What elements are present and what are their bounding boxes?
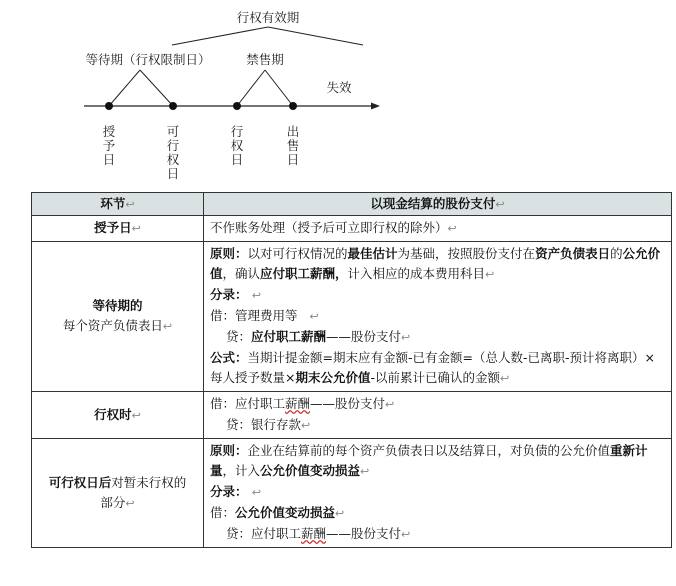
lockup-bracket-left <box>237 70 265 106</box>
sale-date-label: 出售日 <box>286 124 300 167</box>
waiting-bracket-left <box>109 70 140 106</box>
after-credit: 贷：应付职工薪酬——股份支付↩ <box>226 526 411 541</box>
waiting-principle: 原则：以对可行权情况的最佳估计为基础，按照股份支付在资产负债表日的公允价值，确认应付职工薪酬，计入相应的成本费用科目↩ <box>210 246 661 281</box>
table-header-row <box>32 193 672 216</box>
waiting-entry-label: 分录： ↩ <box>210 287 262 302</box>
after-principle: 原则：企业在结算前的每个资产负债表日以及结算日，对负债的公允价值重新计量，计入公允价值变动损益↩ <box>210 443 648 478</box>
header-col1: 环节↩ <box>32 193 204 216</box>
grant-date-label: 授予日↩ <box>32 216 204 242</box>
waiting-period-label: 等待期（行权限制日） <box>85 52 211 67</box>
after-entry-label: 分录： ↩ <box>210 484 262 499</box>
waiting-debit: 借：管理费用等 ↩ <box>210 308 319 323</box>
waiting-period-cell: 等待期的 每个资产负债表日↩ <box>32 242 204 392</box>
row-after-vesting <box>32 439 672 548</box>
row-exercise <box>32 392 672 439</box>
waiting-period-content <box>204 242 672 392</box>
point-exercise-date <box>233 102 241 110</box>
after-vesting-cell: 可行权日后对暂未行权的 部分↩ <box>32 439 204 548</box>
expired-label: 失效 <box>326 80 352 95</box>
lockup-period-label: 禁售期 <box>246 52 284 67</box>
row-waiting-period <box>32 242 672 392</box>
waiting-credit: 贷：应付职工薪酬——股份支付↩ <box>226 329 411 344</box>
point-labels <box>103 124 300 181</box>
point-grant-date <box>105 102 113 110</box>
point-sale-date <box>289 102 297 110</box>
row-grant-date <box>32 216 672 242</box>
waiting-bracket-right <box>140 70 173 106</box>
waiting-formula: 公式：当期计提金额=期末应有金额-已有金额=（总人数-已离职-预计将离职）×每人授予数量×期末公允价值-以前累计已确认的金额↩ <box>210 350 655 385</box>
exercise-date-label: 行权日 <box>230 124 244 167</box>
point-vesting-date <box>169 102 177 110</box>
exercise-content <box>204 392 672 439</box>
after-vesting-content <box>204 439 672 548</box>
exercise-debit: 借：应付职工薪酬——股份支付↩ <box>210 396 395 411</box>
vesting-date-label: 可行权日 <box>166 124 180 181</box>
validity-bracket-left <box>172 27 268 45</box>
timeline-arrow <box>371 103 380 110</box>
cash-settled-share-payment-table <box>31 192 672 548</box>
validity-bracket-right <box>268 27 363 45</box>
grant-date-text: 不作账务处理（授予后可立即行权的除外）↩ <box>204 216 672 242</box>
grant-date-label: 授予日 <box>102 124 116 167</box>
header-col2: 以现金结算的股份支付↩ <box>204 193 672 216</box>
lockup-bracket-right <box>265 70 293 106</box>
exercise-credit: 贷：银行存款↩ <box>226 417 311 432</box>
after-debit: 借：公允价值变动损益↩ <box>210 505 345 520</box>
vesting-timeline-diagram <box>0 0 676 190</box>
validity-label: 行权有效期 <box>236 10 300 25</box>
exercise-label: 行权时↩ <box>32 392 204 439</box>
